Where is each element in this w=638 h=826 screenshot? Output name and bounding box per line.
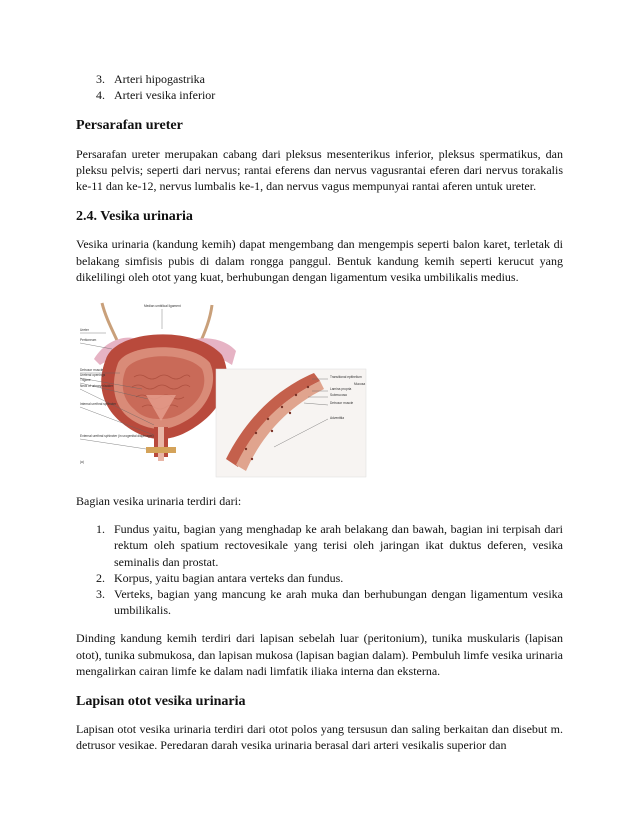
- label-trigone: Trigone: [80, 378, 91, 383]
- bladder-illustration: [76, 299, 368, 479]
- paragraph-persarafan-ureter: Persarafan ureter merupakan cabang dari pleksus mesenterikus inferior, pleksus spermatikus, dan pleksu pelvis; seperti dari nervus; rantai eferens dan nervus vagusrantai eferen dari nervus torakalis ke-11 dan ke-12, nervus lumbalis ke-1, dan nervus vagus mempunyai rantai aferen untuk ureter.: [76, 146, 563, 194]
- heading-vesika-urinaria: 2.4. Vesika urinaria: [76, 208, 193, 225]
- label-ureteral-openings: Ureteral openings: [80, 373, 106, 378]
- arteries-list: [96, 71, 563, 103]
- label-internal-sphincter: Internal urethral sphincter: [80, 402, 117, 407]
- paragraph-dinding: Dinding kandung kemih terdiri dari lapisan sebelah luar (peritonium), tunika muskularis (lapisan otot), tunika submukosa, dan lapisan mukosa (lapisan bagian dalam). Pembuluh limfe vesika urinaria mengalirkan cairan limfe ke dalam nadi limfatik iliaka interna dan eksterna.: [76, 631, 563, 678]
- label-external-sphincter: External urethral sphincter (in urogenital diaphragm): [80, 434, 154, 439]
- label-corner: (a): [80, 460, 84, 465]
- label-adventitia: Adventitia: [330, 416, 344, 421]
- label-ureter: Ureter: [80, 328, 89, 333]
- label-median-umbilical: Median umbilical ligament: [144, 304, 181, 309]
- label-detrusor-right: Detrusor muscle: [330, 401, 354, 406]
- label-mucosa: Mucosa: [354, 382, 366, 387]
- bladder-parts-list: [96, 521, 563, 618]
- bladder-anatomy-figure: [76, 299, 368, 479]
- label-peritoneum: Peritoneum: [80, 338, 97, 343]
- list-item: 2. Korpus, yaitu bagian antara verteks dan fundus.: [96, 570, 344, 585]
- label-neck: Neck of urinary bladder: [80, 384, 113, 389]
- paragraph-lapisan-otot: Lapisan otot vesika urinaria terdiri dari otot polos yang tersusun dan saling berkaitan dan disebut m. detrusor vesikae. Peredaran darah vesika urinaria berasal dari arteri vesikalis superior dan: [76, 722, 563, 753]
- page-content: [76, 71, 563, 754]
- label-submucosa: Submucosa: [330, 393, 347, 398]
- list-item: 1. Fundus yaitu, bagian yang menghadap ke arah belakang dan bawah, bagian ini terpisah dari rektum oleh spatium rectovesikale yang terisi oleh jaringan ikat duktus deferen, vesika seminalis dan prostat.: [96, 522, 563, 569]
- label-transitional-epithelium: Transitional epithelium: [330, 375, 362, 380]
- label-lamina-propria: Lamina propria: [330, 387, 352, 392]
- list-item: 3. Arteri hipogastrika: [96, 72, 205, 86]
- label-detrusor: Detrusor muscle: [80, 368, 104, 373]
- list-item: 3. Verteks, bagian yang mancung ke arah muka dan berhubungan dengan ligamentum vesika umbilikalis.: [96, 587, 563, 618]
- list-item: 4. Arteri vesika inferior: [96, 88, 216, 103]
- parts-intro: Bagian vesika urinaria terdiri dari:: [76, 494, 242, 509]
- heading-persarafan-ureter: Persarafan ureter: [76, 117, 183, 134]
- paragraph-vesika-urinaria: Vesika urinaria (kandung kemih) dapat mengembang dan mengempis seperti balon karet, terletak di belakang simfisis pubis di dalam rongga panggul. Bentuk kandung kemih seperti kerucut yang dikelilingi oleh otot yang kuat, berhubungan dengan ligamentum vesika umbilikalis medius.: [76, 237, 563, 284]
- heading-lapisan-otot: Lapisan otot vesika urinaria: [76, 693, 246, 710]
